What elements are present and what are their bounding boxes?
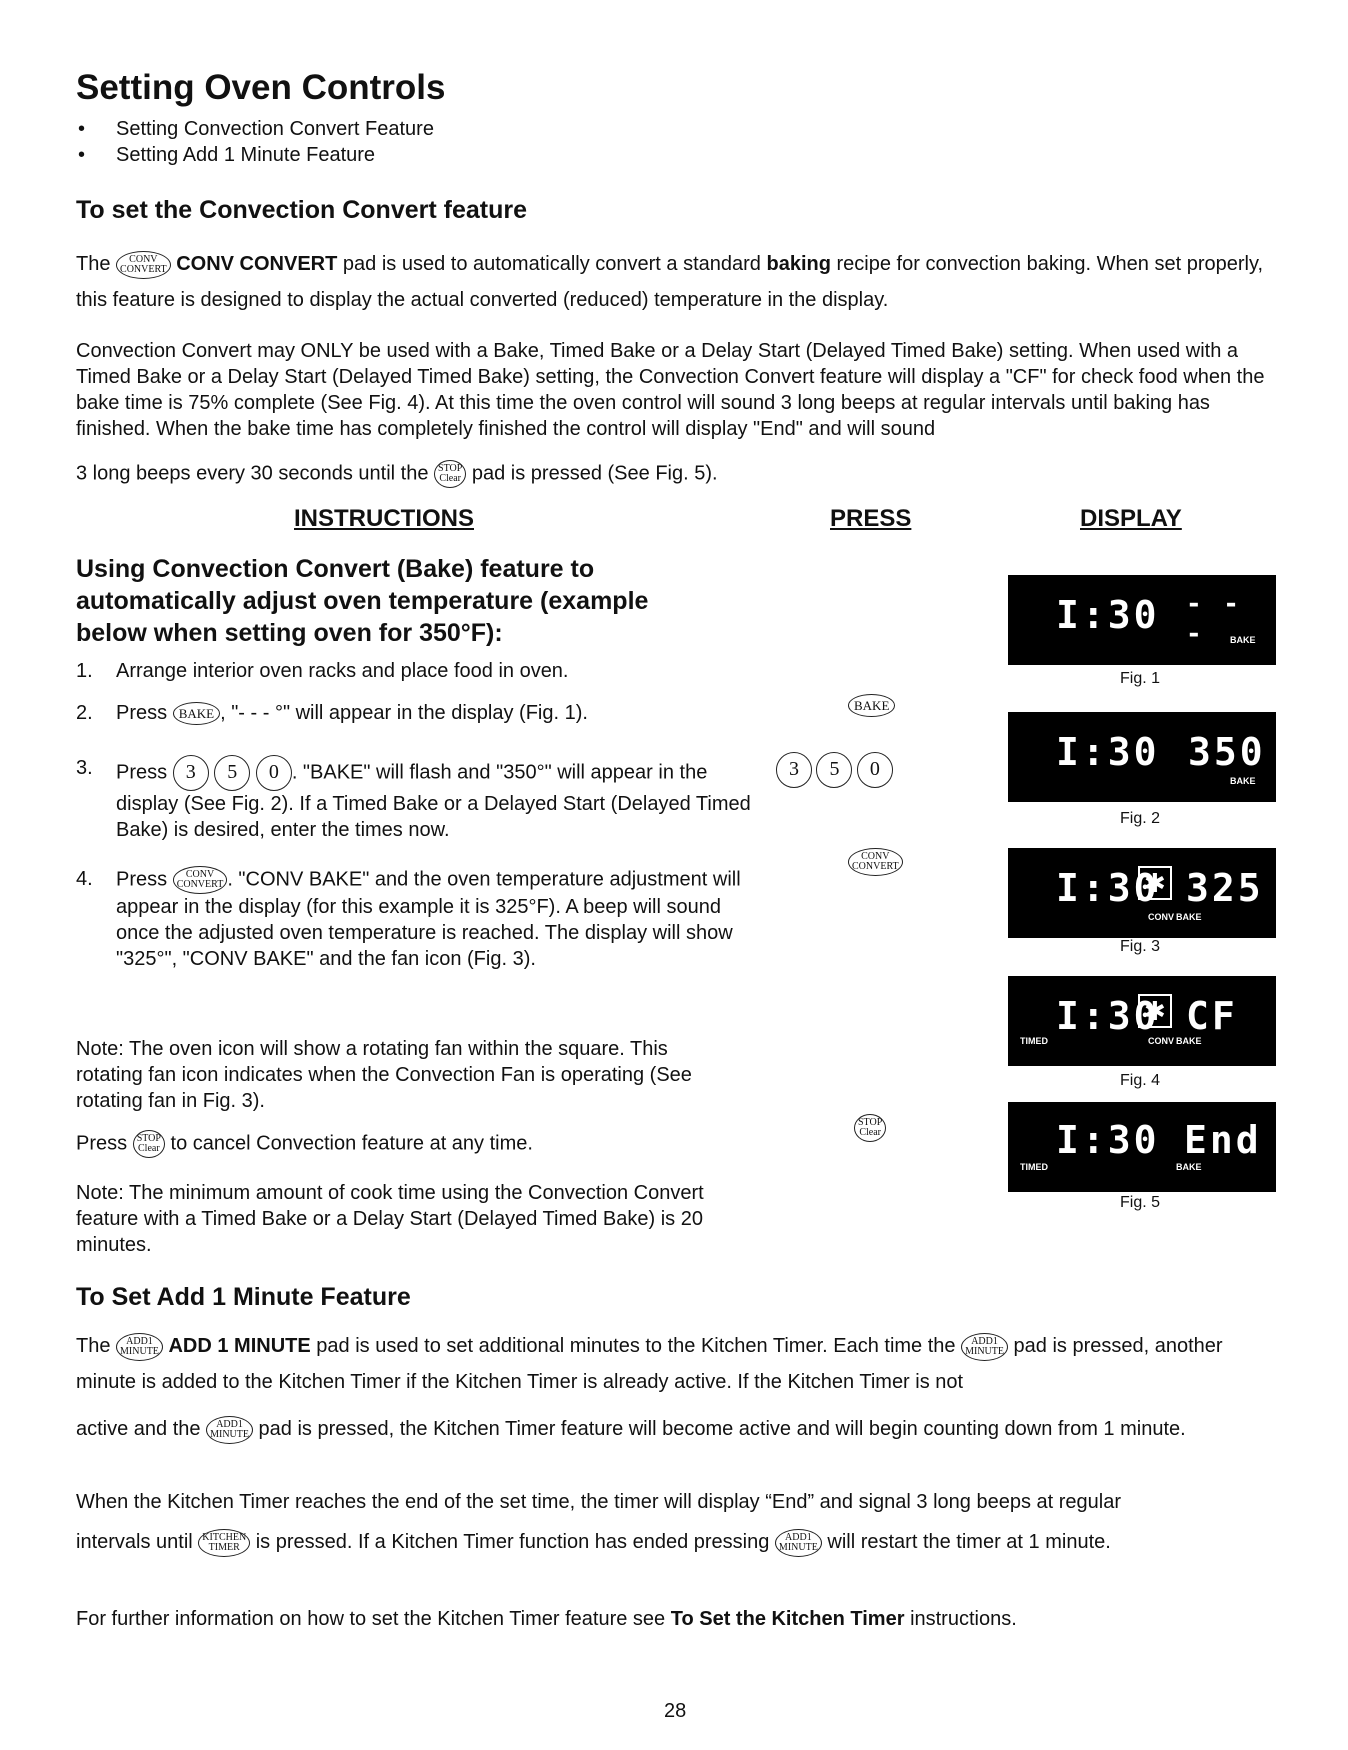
list-item: • Setting Convection Convert Feature — [76, 116, 434, 142]
bake-pad-icon: BAKE — [848, 694, 895, 717]
press-digits — [776, 752, 893, 788]
digit-5-pad-icon: 5 — [214, 755, 250, 791]
stop-clear-pad-icon: STOP Clear — [133, 1130, 165, 1158]
oven-display-fig5: I:30 End TIMED BAKE — [1008, 1102, 1276, 1192]
press-conv-convert — [848, 848, 903, 876]
display-status: End — [1184, 1118, 1262, 1162]
oven-display-fig4: I:30 ✱ CF TIMED CONV BAKE — [1008, 976, 1276, 1066]
add-1-minute-pad-icon: ADD1 MINUTE — [206, 1416, 253, 1444]
display-temp: - - - — [1186, 589, 1242, 649]
feature-list — [76, 116, 434, 168]
conv-convert-pad-icon: CONV CONVERT — [848, 848, 903, 876]
display-time: I:30 — [1056, 593, 1160, 637]
pad-name: CONV CONVERT — [176, 253, 338, 275]
display-time: I:30 — [1056, 994, 1160, 1038]
add-1-minute-pad-icon: ADD1 MINUTE — [775, 1529, 822, 1557]
digit-5-pad-icon: 5 — [816, 752, 852, 788]
paragraph-further-info: For further information on how to set the Kitchen Timer feature see To Set the Kitchen Timer instructions. — [76, 1608, 1017, 1630]
paragraph-conv-intro: The CONV CONVERT CONV CONVERT pad is used to automatically convert a standard baking recipe for convection baking. When set properly, this feature is designed to display the actual converted (reduced) temperature in the display. — [76, 246, 1276, 318]
paragraph-add-minute-1: The ADD1 MINUTE ADD 1 MINUTE pad is used to set additional minutes to the Kitchen Timer. Each time the ADD1 MINUTE pad is pressed, another minute is added to the Kitchen Timer if the Kitchen Timer is already active. If the Kitchen Timer is not — [76, 1328, 1276, 1400]
display-temp: 350 — [1188, 730, 1266, 774]
fan-icon — [1138, 994, 1172, 1028]
conv-convert-pad-icon: CONV CONVERT — [173, 866, 228, 894]
note-minimum-time: Note: The minimum amount of cook time using the Convection Convert feature with a Timed Bake or a Delay Start (Delayed Timed Bake) is 20 minutes. — [76, 1182, 704, 1256]
section-heading-add-minute: To Set Add 1 Minute Feature — [76, 1283, 411, 1311]
display-time: I:30 — [1056, 866, 1160, 910]
cancel-instruction: Press STOP Clear to cancel Convection feature at any time. — [76, 1130, 736, 1158]
digit-0-pad-icon: 0 — [857, 752, 893, 788]
page-title: Setting Oven Controls — [76, 68, 446, 107]
page-number: 28 — [664, 1700, 687, 1722]
figure-caption: Fig. 2 — [1120, 810, 1161, 827]
list-item: • Setting Add 1 Minute Feature — [76, 142, 434, 168]
bake-pad-icon: BAKE — [173, 702, 220, 725]
press-stop-clear — [854, 1114, 886, 1142]
press-bake — [848, 694, 895, 717]
paragraph-conv-end: 3 long beeps every 30 seconds until the STOP Clear pad is pressed (See Fig. 5). — [76, 460, 1276, 488]
paragraph-conv-usage: Convection Convert may ONLY be used with a Bake, Timed Bake or a Delay Start (Delayed Timed Bake) setting. When used with a Timed Bake or a Delay Start (Delayed Timed Bake) setting, the Convection Convert feature will display a "CF" for check food when the bake time is 75% complete (See Fig. 4). At this time the oven control will sound 3 long beeps at regular intervals until baking has finished. When the bake time has completely finished the control will display "End" and will sound — [76, 340, 1265, 440]
conv-convert-pad-icon: CONV CONVERT — [116, 251, 171, 279]
figure-caption: Fig. 5 — [1120, 1194, 1161, 1211]
note-rotating-fan: Note: The oven icon will show a rotating fan within the square. This rotating fan icon indicates when the Convection Fan is operating (See rotating fan in Fig. 3). — [76, 1038, 692, 1112]
oven-display-fig3: I:30 ✱ 325 CONV BAKE — [1008, 848, 1276, 938]
figure-caption: Fig. 4 — [1120, 1072, 1161, 1089]
display-time: I:30 — [1056, 730, 1160, 774]
column-heading-instructions: INSTRUCTIONS — [294, 505, 474, 532]
digit-3-pad-icon: 3 — [776, 752, 812, 788]
display-time: I:30 — [1056, 1118, 1160, 1162]
digit-0-pad-icon: 0 — [256, 755, 292, 791]
digit-3-pad-icon: 3 — [173, 755, 209, 791]
display-status: CF — [1186, 994, 1238, 1038]
instruction-subheading: Using Convection Convert (Bake) feature to automatically adjust oven temperature (example below when setting oven for 350°F): — [76, 555, 649, 647]
paragraph-add-minute-3: When the Kitchen Timer reaches the end of the set time, the timer will display “End” and signal 3 long beeps at regular intervals until KITCHEN TIMER is pressed. If a Kitchen Timer function has ended pressing ADD1 MINUTE will restart the timer at 1 minute. — [76, 1482, 1276, 1562]
column-heading-press: PRESS — [830, 505, 912, 532]
display-temp: 325 — [1186, 866, 1264, 910]
section-heading-convection: To set the Convection Convert feature — [76, 196, 527, 224]
paragraph-add-minute-2: active and the ADD1 MINUTE pad is pressed, the Kitchen Timer feature will become active and will begin counting down from 1 minute. — [76, 1412, 1276, 1446]
fan-icon — [1138, 866, 1172, 900]
stop-clear-pad-icon: STOP Clear — [434, 460, 466, 488]
oven-display-fig1: I:30 - - - BAKE — [1008, 575, 1276, 665]
stop-clear-pad-icon: STOP Clear — [854, 1114, 886, 1142]
add-1-minute-pad-icon: ADD1 MINUTE — [961, 1333, 1008, 1361]
figure-caption: Fig. 3 — [1120, 938, 1161, 955]
add-1-minute-pad-icon: ADD1 MINUTE — [116, 1333, 163, 1361]
kitchen-timer-pad-icon: KITCHEN TIMER — [198, 1529, 250, 1557]
figure-caption: Fig. 1 — [1120, 670, 1161, 687]
column-heading-display: DISPLAY — [1080, 505, 1182, 532]
oven-display-fig2: I:30 350 BAKE — [1008, 712, 1276, 802]
